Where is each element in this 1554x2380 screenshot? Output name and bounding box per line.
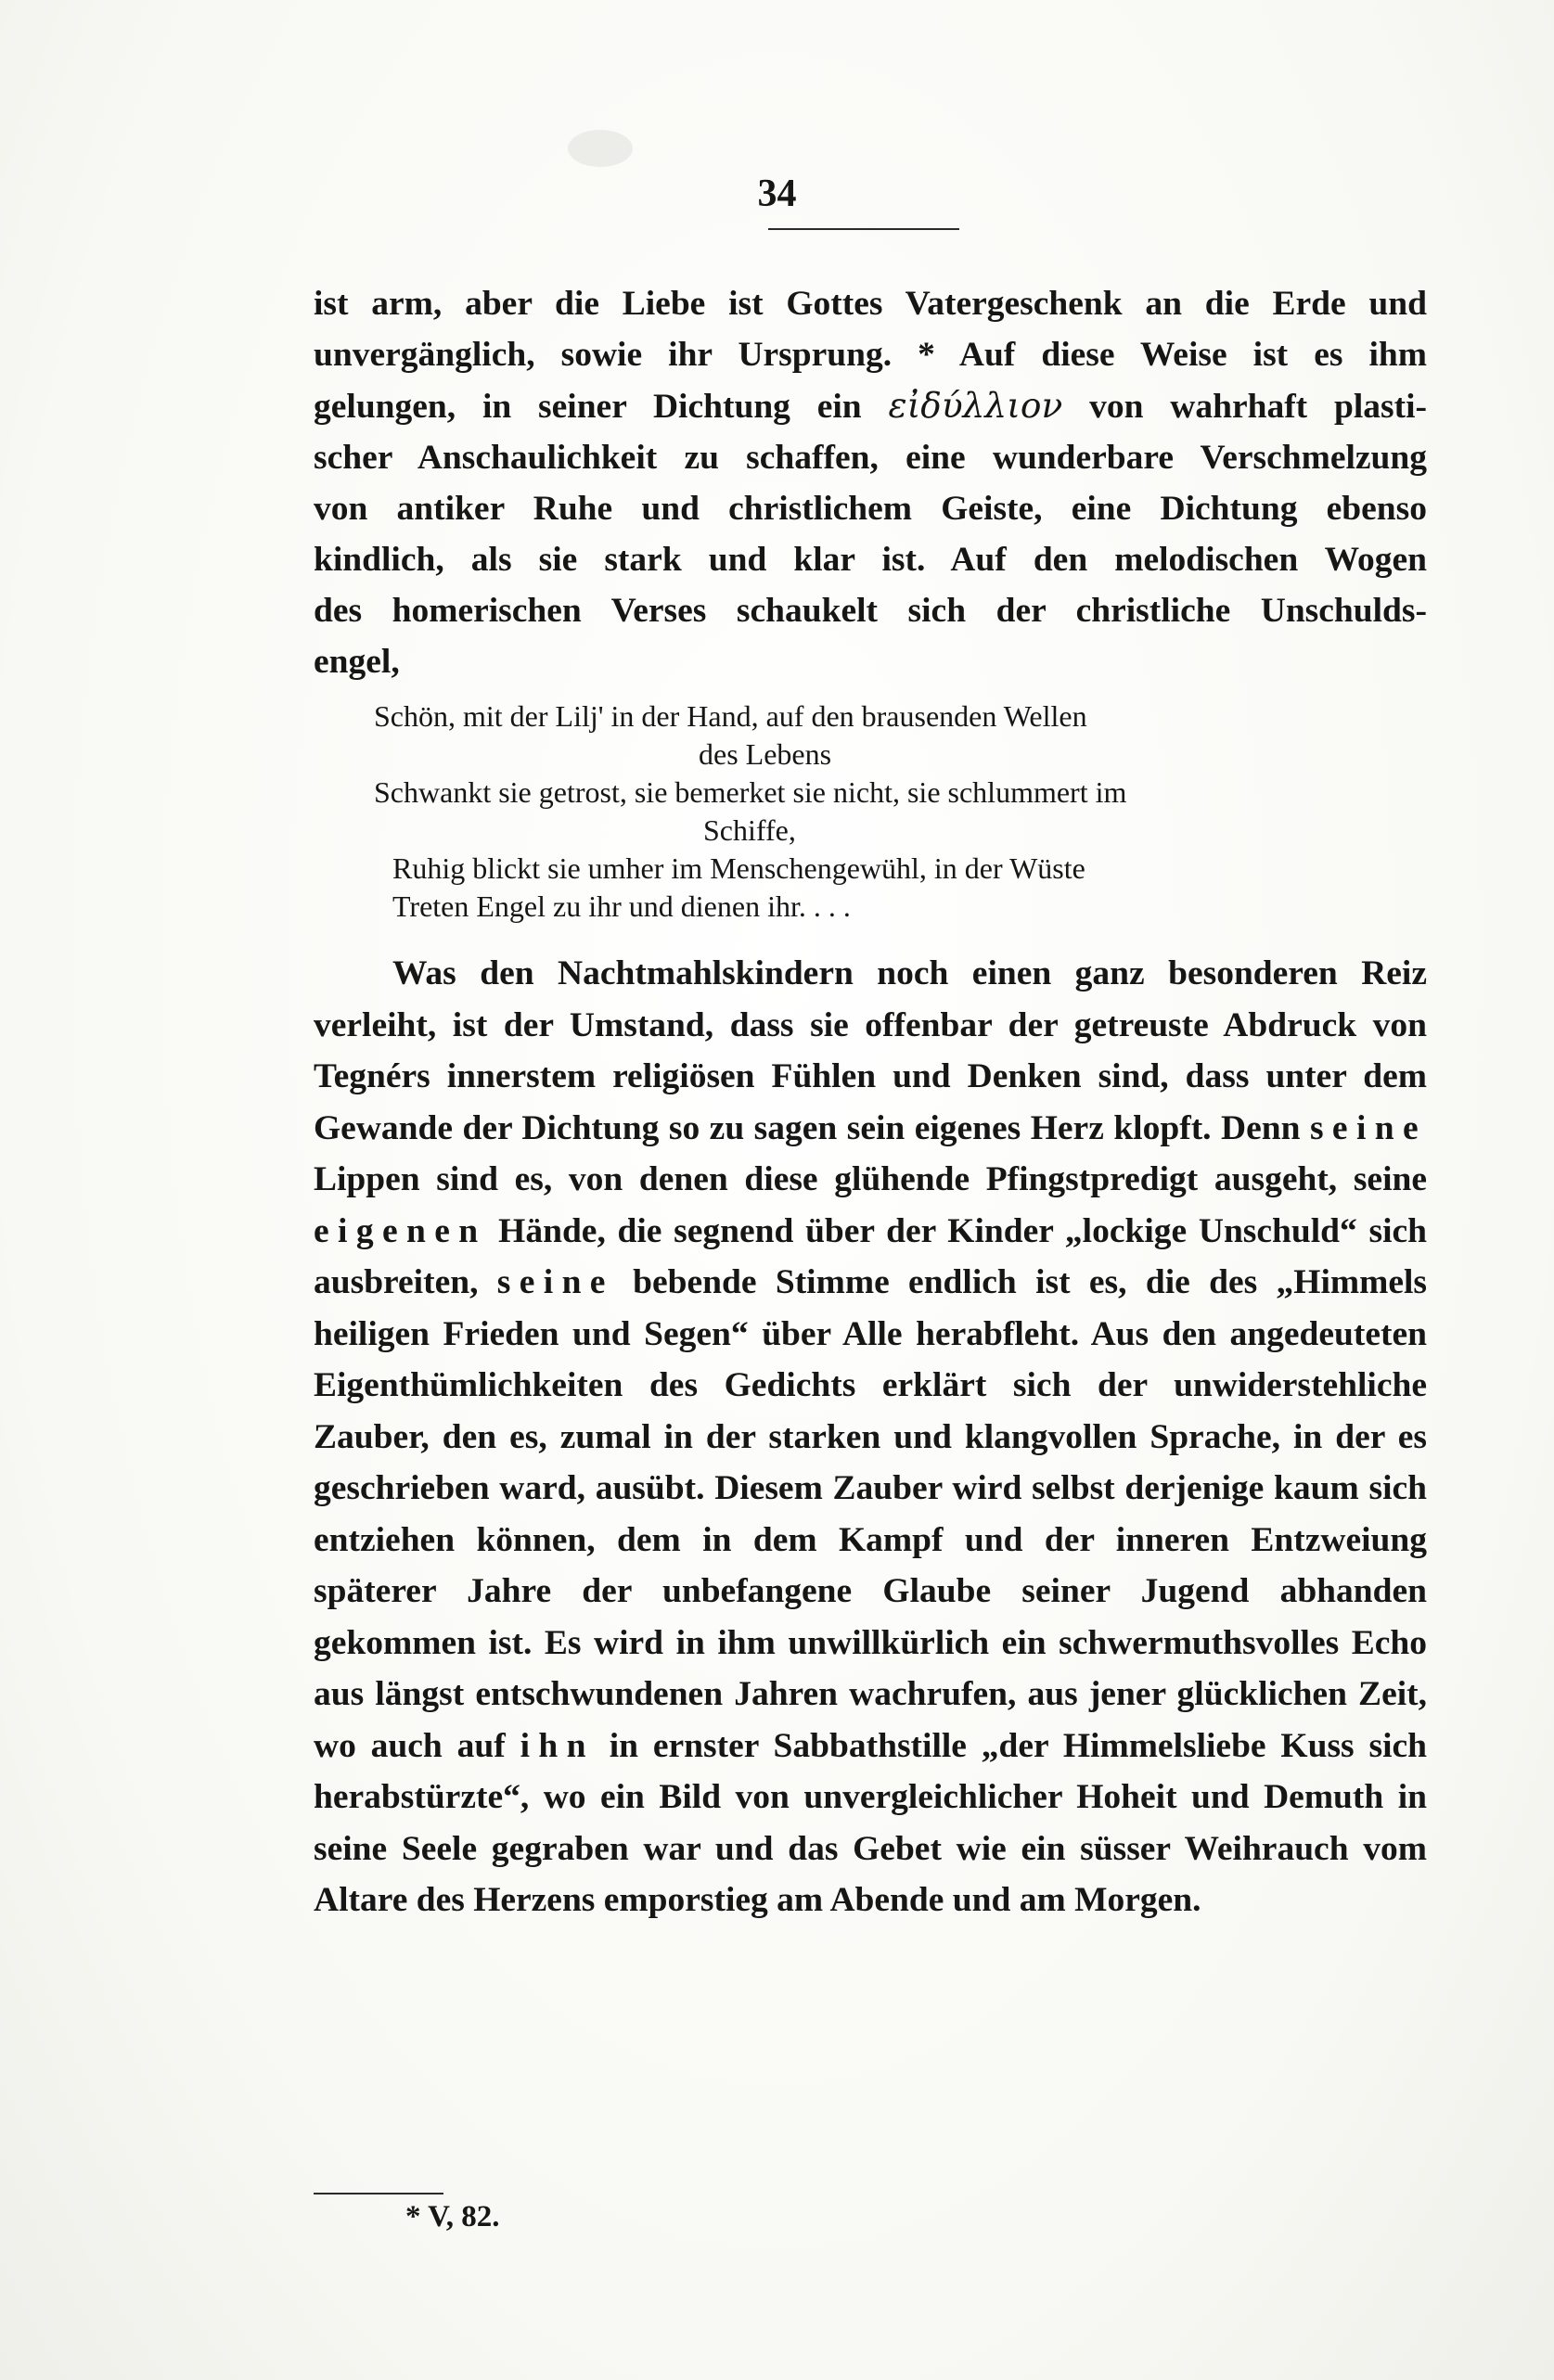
para2-e: Hände, die segnend über der Kinder „lockige Unschuld“ sich ausbreiten,	[314, 1211, 1427, 1301]
para1-line-3-b: von wahrhaft plasti-	[1062, 388, 1427, 426]
para1-line-1: ist arm, aber die Liebe ist Gottes Vatergeschenk an die Erde und	[314, 285, 1427, 323]
para2-g: bebende Stimme endlich ist es, die des „Himmels heiligen Frieden und Segen“ über Alle herabfleht. Aus den angedeuteten Eigenthümlichkeiten des Gedichts erklärt sich der unwiderstehliche Zauber, den es, zumal in der starken und klangvollen Sprache, in der es geschrieben ward, ausübt. Diesem Zauber wird selbst derjenige kaum sich entziehen können, dem in dem Kampf und der inneren Entzweiung späterer Jahre der unbefangene Glaube seiner Jugend abhanden gekommen ist. Es wird in ihm unwillkürlich ein schwermuthsvolles Echo aus längst entschwundenen Jahren wachrufen, aus jener glücklichen Zeit, wo auch auf	[314, 1263, 1427, 1765]
verse-line-1: Schön, mit der Lilj' in der Hand, auf den brausenden Wellen	[374, 699, 1087, 733]
para1-line-8: engel,	[314, 643, 400, 681]
verse-line-3: Ruhig blickt sie umher im Menschengewühl, in der Wüste	[392, 851, 1085, 885]
verse-line-2: Schwankt sie getrost, sie bemerket sie nicht, sie schlummert im	[374, 775, 1127, 809]
verse-line-1-cont: des Lebens	[699, 737, 832, 771]
para1-line-7: des homerischen Verses schaukelt sich der christliche Unschulds-	[314, 592, 1427, 630]
paragraph-1	[314, 278, 1427, 687]
para1-line-4: scher Anschaulichkeit zu schaffen, eine wunderbare Verschmelzung	[314, 439, 1427, 477]
spaced-seine-1: seine	[1309, 1108, 1427, 1147]
para1-line-5: von antiker Ruhe und christlichem Geiste, eine Dichtung ebenso	[314, 490, 1427, 528]
para2-text	[314, 948, 1427, 1926]
greek-word: εἰδύλλιον	[888, 385, 1063, 426]
paper-stain	[568, 130, 633, 167]
header-rule	[768, 228, 959, 230]
footnote-rule	[314, 2193, 443, 2194]
spaced-seine-2: seine	[496, 1263, 614, 1301]
verse-quote	[314, 697, 1427, 926]
spaced-ihn: ihn	[520, 1726, 595, 1765]
para1-line-2: unvergänglich, sowie ihr Ursprung. * Auf diese Weise ist es ihm	[314, 336, 1427, 374]
para2-a: Was den Nachtmahlskindern noch einen ganz besonderen Reiz verleiht, ist der Umstand, dass sie offenbar der getreuste Abdruck von Tegnérs innerstem religiösen Fühlen und Denken sind, dass unter dem Gewande der Dichtung so zu sagen sein eigenes Herz klopft. Denn	[314, 954, 1427, 1147]
page-number: 34	[757, 173, 797, 215]
para2-i: in ernster Sabbathstille „der Himmelsliebe Kuss sich herabstürzte“, wo ein Bild von unvergleichlicher Hoheit und Demuth in seine Seele gegraben war und das Gebet wie ein süsser Weihrauch vom Altare des Herzens emporstieg am Abende und am Morgen.	[314, 1726, 1428, 1919]
verse-line-4: Treten Engel zu ihr und dienen ihr. . . .	[392, 889, 851, 923]
spaced-eigenen: eigenen	[314, 1211, 487, 1250]
para1-line-3-a: gelungen, in seiner Dichtung ein	[314, 388, 889, 426]
para1-line-6: kindlich, als sie stark und klar ist. Auf den melodischen Wogen	[314, 541, 1427, 579]
verse-line-2-cont: Schiffe,	[703, 813, 796, 847]
para2-c: Lippen sind es, von denen diese glühende Pfingstpredigt ausgeht, seine	[314, 1160, 1427, 1198]
footnote: * V, 82.	[405, 2200, 500, 2233]
paragraph-2	[314, 948, 1427, 1926]
para1-line-3	[314, 380, 1427, 432]
